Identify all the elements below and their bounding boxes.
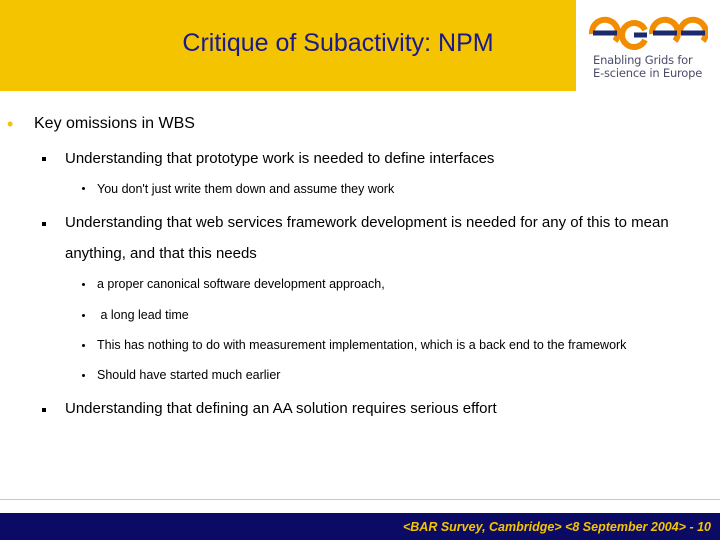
logo-tagline-line1: Enabling Grids for [593, 53, 693, 67]
item-web-services-line1: Understanding that web services framework development is needed for any of this to mean [65, 214, 669, 231]
square-bullet-icon [42, 222, 46, 226]
small-bullet-icon [82, 374, 85, 377]
item-web-services-line2: anything, and that this needs [65, 245, 257, 262]
slide-footer [0, 513, 720, 540]
square-bullet-icon [42, 408, 46, 412]
logo-tagline [593, 54, 702, 80]
subitem-dont-just-write: You don't just write them down and assume they work [97, 182, 395, 196]
square-bullet-icon [42, 157, 46, 161]
bullet-dot-icon: • [7, 114, 14, 134]
egee-wordmark-icon [588, 14, 708, 52]
subitem-started-earlier: Should have started much earlier [97, 368, 281, 382]
slide-title: Critique of Subactivity: NPM [182, 29, 494, 57]
small-bullet-icon [82, 344, 85, 347]
item-aa-solution: Understanding that defining an AA solution requires serious effort [65, 400, 497, 417]
logo-tagline-line2: E-science in Europe [593, 66, 703, 80]
subitem-canonical-approach: a proper canonical software development approach, [97, 277, 385, 291]
egee-logo [588, 14, 713, 84]
subitem-measurement: This has nothing to do with measurement implementation, which is a back end to the framework [97, 338, 627, 352]
footer-text: <BAR Survey, Cambridge> <8 September 2004> - 10 [402, 520, 711, 534]
heading-key-omissions: Key omissions in WBS [34, 115, 195, 132]
small-bullet-icon [82, 314, 85, 317]
small-bullet-icon [82, 187, 85, 190]
footer-divider [0, 499, 720, 500]
subitem-long-lead-time: a long lead time [97, 308, 189, 322]
slide-header [0, 0, 720, 91]
small-bullet-icon [82, 283, 85, 286]
item-prototype-work: Understanding that prototype work is needed to define interfaces [65, 150, 495, 167]
